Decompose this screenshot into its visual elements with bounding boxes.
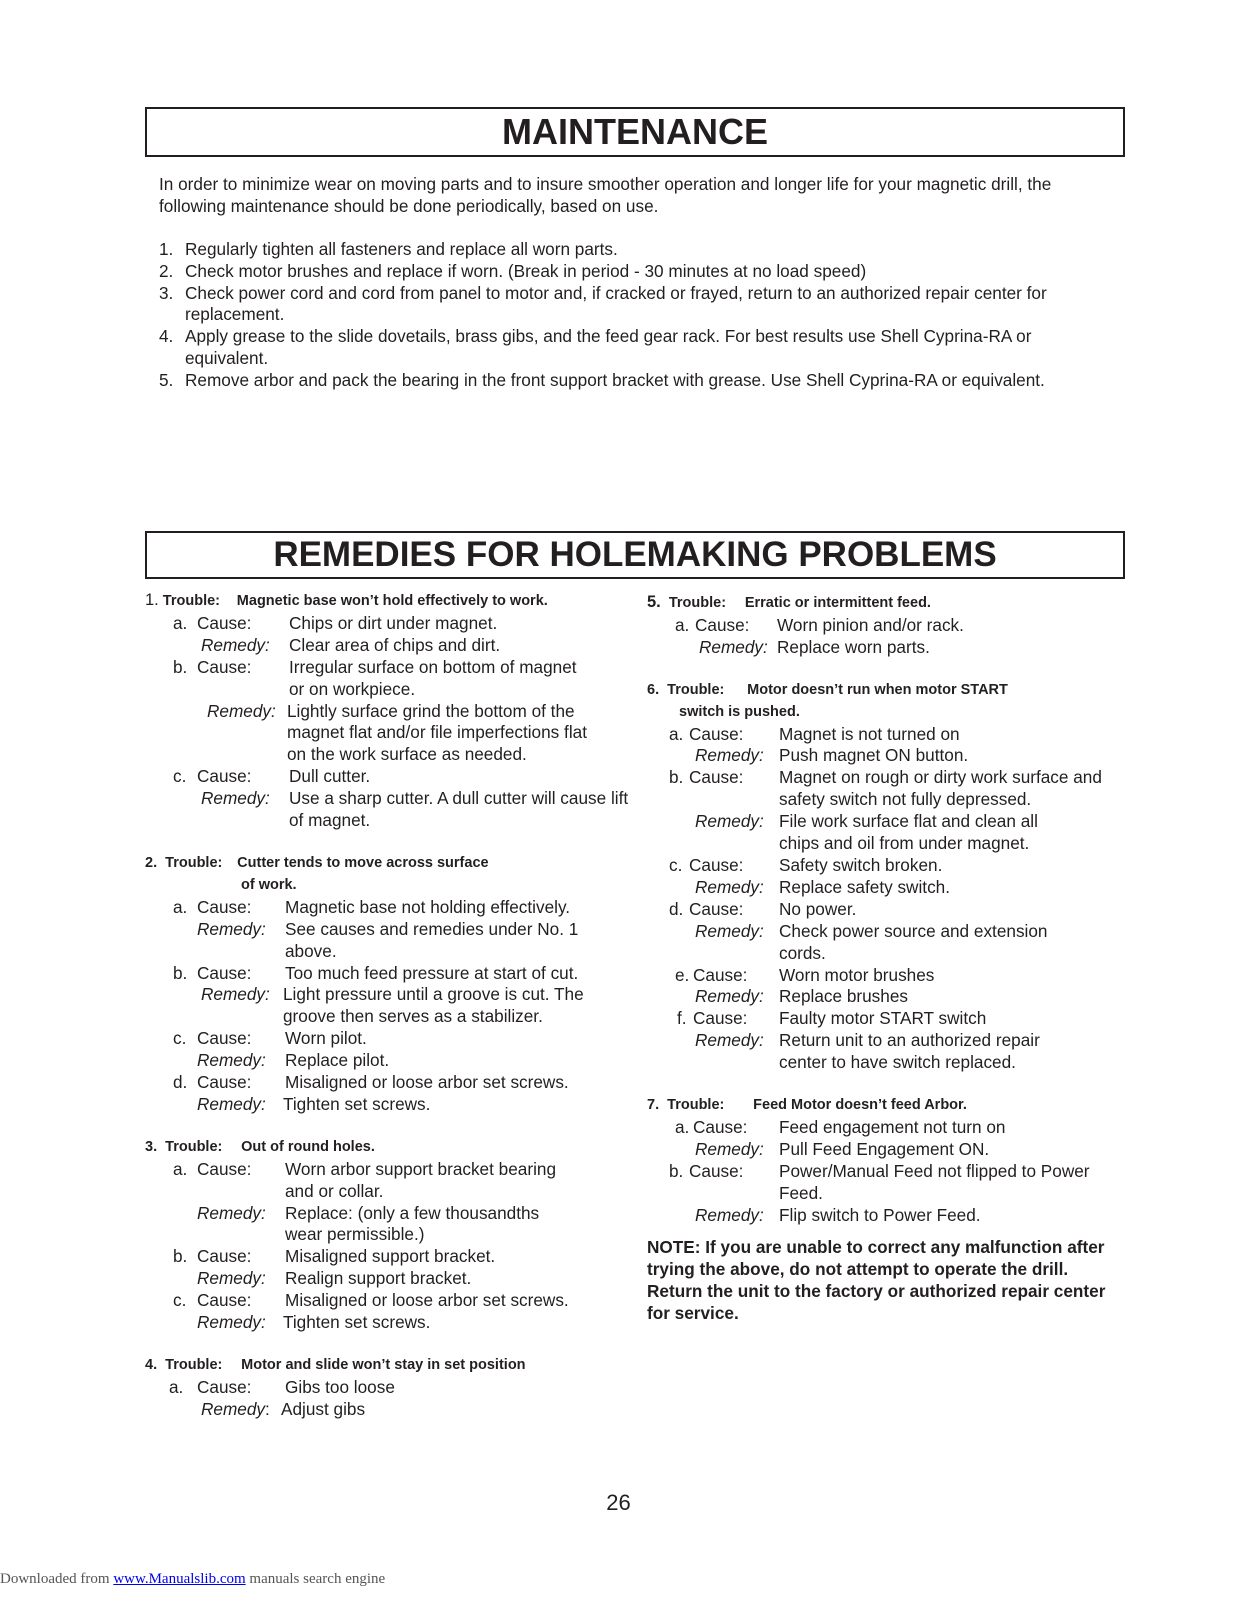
remedy-text: Check power source and extension cords. [779,920,1048,963]
remedy-text: Tighten set screws. [283,1093,431,1114]
trouble-heading: 3. Trouble: Out of round holes. [145,1138,375,1155]
page-number: 26 [606,1490,631,1515]
remedies-title: REMEDIES FOR HOLEMAKING PROBLEMS [145,531,1125,579]
trouble-heading: 7. Trouble: Feed Motor doesn’t feed Arbor. [647,1097,967,1114]
trouble-section-6: 6. Trouble: Motor doesn’t run when motor START switch is pushed. a. Cause: Magnet is not turned on Remedy: Push magnet ON button. b. Cause: Magnet on rough or dirty work surface and safety switch not fully depressed. Remedy: File work surface flat and clean all chips and oil from under magnet. c. Cause: Safety switch broken. Remedy: Replace safety switch. d. Cause: No power. Remedy: Check power source and extension cords. e. Cause: Worn motor brushes Remedy: Replace brushes f. Cause: Faulty motor START switch Remedy: Return unit to an authorized repair center to have switch replaced. [647,680,1127,1074]
remedy-text: Tighten set screws. [283,1312,431,1333]
footer-suffix: manuals search engine [245,1571,386,1587]
list-item [159,283,1119,327]
remedy-text: Return unit to an authorized repair center to have switch replaced. [779,1030,1040,1073]
trouble-heading: 6. Trouble: Motor doesn’t run when motor START [647,681,1008,698]
trouble-section-3: 3. Trouble: Out of round holes. a. Cause: Worn arbor support bracket bearing and or collar. Remedy: Replace: (only a few thousandths wear permissible.) b. Cause: Misaligned support bracket. Remedy: Realign support bracket. c. Cause: Misaligned or loose arbor set screws. Remedy: Tighten set screws. [145,1137,645,1334]
cause-text: Gibs too loose [285,1376,395,1397]
footer [0,1571,385,1588]
list-item [159,326,1119,370]
item-number: 3. [159,282,174,303]
remedy-text: Light pressure until a groove is cut. The groove then serves as a stabilizer. [283,984,584,1027]
remedy-text: Realign support bracket. [285,1268,472,1289]
trouble-text: Motor doesn’t run when motor START [747,681,1008,698]
trouble-text-cont: of work. [241,876,297,893]
cause-text: Misaligned or loose arbor set screws. [285,1290,569,1311]
list-item [159,239,1119,261]
cause-text: Irregular surface on bottom of magnet or on workpiece. [289,656,577,699]
trouble-text-cont: switch is pushed. [679,703,800,720]
maintenance-intro: In order to minimize wear on moving parts and to insure smoother operation and longer life for your magnetic drill, the following maintenance should be done periodically, based on use. [159,174,1052,216]
trouble-text: Feed Motor doesn’t feed Arbor. [753,1097,967,1114]
trouble-heading: 1. Trouble: Magnetic base won’t hold effectively to work. [145,591,548,609]
cause-text: Magnet is not turned on [779,723,960,744]
cause-text: Feed engagement not turn on [779,1116,1006,1137]
cause-text: Worn arbor support bracket bearing and or collar. [285,1158,557,1201]
trouble-section-5: 5. Trouble: Erratic or intermittent feed. a. Cause: Worn pinion and/or rack. Remedy: Replace worn parts. [647,592,1127,659]
remedies-left-column [145,590,645,1421]
item-text: Remove arbor and pack the bearing in the front support bracket with grease. Use Shell Cyprina-RA or equivalent. [185,369,1045,390]
item-text: Check power cord and cord from panel to motor and, if cracked or frayed, return to an authorized repair center for replacement. [185,282,1047,325]
remedy-text: Use a sharp cutter. A dull cutter will cause lift of magnet. [289,788,629,831]
trouble-heading: 5. Trouble: Erratic or intermittent feed. [647,593,931,611]
remedy-text: See causes and remedies under No. 1 above. [285,918,579,961]
item-text: Apply grease to the slide dovetails, brass gibs, and the feed gear rack. For best results use Shell Cyprina-RA or equivalent. [185,326,1032,368]
remedy-text: Replace pilot. [285,1050,390,1071]
manualslib-link[interactable]: www.Manualslib.com [113,1571,246,1587]
trouble-section-7: 7. Trouble: Feed Motor doesn’t feed Arbor. a. Cause: Feed engagement not turn on Remedy: Pull Feed Engagement ON. b. Cause: Power/Manual Feed not flipped to Power Feed. Remedy: Flip switch to Power Feed. [647,1095,1127,1226]
remedy-text: Push magnet ON button. [779,745,969,766]
cause-text: Faulty motor START switch [779,1008,987,1029]
trouble-heading: 4. Trouble: Motor and slide won’t stay in set position [145,1357,526,1373]
cause-text: Chips or dirt under magnet. [289,612,498,633]
footer-prefix: Downloaded from [0,1571,114,1587]
cause-text: Magnetic base not holding effectively. [285,896,571,917]
trouble-text: Cutter tends to move across surface [237,854,489,871]
maintenance-list [159,239,1119,392]
cause-text: Worn pinion and/or rack. [777,614,964,635]
cause-text: Dull cutter. [289,766,371,787]
trouble-text: Out of round holes. [241,1138,375,1155]
item-number: 5. [159,369,174,390]
cause-text: Power/Manual Feed not flipped to Power Feed. [779,1160,1090,1203]
item-text: Check motor brushes and replace if worn. (Break in period - 30 minutes at no load speed) [185,260,867,281]
note: NOTE: If you are unable to correct any malfunction after trying the above, do not attempt to operate the drill. Return the unit to the factory or authorized repair center for service. [647,1237,1106,1324]
remedy-text: Replace worn parts. [777,636,930,657]
maintenance-title: MAINTENANCE [145,107,1125,157]
remedy-text: Adjust gibs [281,1398,366,1419]
item-number: 2. [159,260,174,281]
cause-text: No power. [779,898,857,919]
remedy-text: Lightly surface grind the bottom of the magnet flat and/or file imperfections flat on the work surface as needed. [287,700,587,765]
cause-text: Worn motor brushes [779,964,935,985]
cause-text: Too much feed pressure at start of cut. [285,962,579,983]
remedy-text: Replace safety switch. [779,876,950,897]
trouble-section-2: 2. Trouble: Cutter tends to move across surface of work. a. Cause: Magnetic base not holding effectively. Remedy: See causes and remedies under No. 1 above. b. Cause: Too much feed pressure at start of cut. Remedy: Light pressure until a groove is cut. The groove then serves as a stabilizer. c. Cause: Worn pilot. Remedy: Replace pilot. d. Cause: Misaligned or loose arbor set screws. Remedy: Tighten set screws. [145,853,645,1116]
trouble-text: Magnetic base won’t hold effectively to work. [236,593,548,609]
trouble-text: Erratic or intermittent feed. [744,595,931,611]
remedy-text: Pull Feed Engagement ON. [779,1138,990,1159]
item-text: Regularly tighten all fasteners and replace all worn parts. [185,239,618,259]
trouble-text: Motor and slide won’t stay in set position [241,1357,526,1373]
list-item [159,261,1119,283]
item-number: 1. [159,239,174,259]
remedies-right-column [647,592,1127,1324]
cause-text: Misaligned or loose arbor set screws. [285,1072,569,1093]
cause-text: Safety switch broken. [779,854,943,875]
remedy-text: File work surface flat and clean all chips and oil from under magnet. [779,811,1038,854]
remedy-text: Replace brushes [779,986,908,1007]
trouble-section-4: 4. Trouble: Motor and slide won’t stay in set position a. Cause: Gibs too loose Remedy : Adjust gibs [145,1355,645,1421]
remedy-text: Flip switch to Power Feed. [779,1204,981,1225]
trouble-section-1: 1. Trouble: Magnetic base won’t hold effectively to work. a. Cause: Chips or dirt under magnet. Remedy: Clear area of chips and dirt. b. Cause: Irregular surface on bottom of magnet or on workpiece. Remedy: Lightly surface grind the bottom of the magnet flat and/or file imperfections flat on the work surface as needed. c. Cause: Dull cutter. Remedy: Use a sharp cutter. A dull cutter will cause lift of magnet. [145,590,645,832]
cause-text: Misaligned support bracket. [285,1246,496,1267]
cause-text: Worn pilot. [285,1028,367,1049]
list-item [159,370,1119,392]
trouble-heading: 2. Trouble: Cutter tends to move across surface [145,854,489,871]
remedy-text: Clear area of chips and dirt. [289,634,501,655]
item-number: 4. [159,326,174,347]
cause-text: Magnet on rough or dirty work surface and safety switch not fully depressed. [779,767,1102,810]
remedy-text: Replace: (only a few thousandths wear permissible.) [285,1202,540,1245]
